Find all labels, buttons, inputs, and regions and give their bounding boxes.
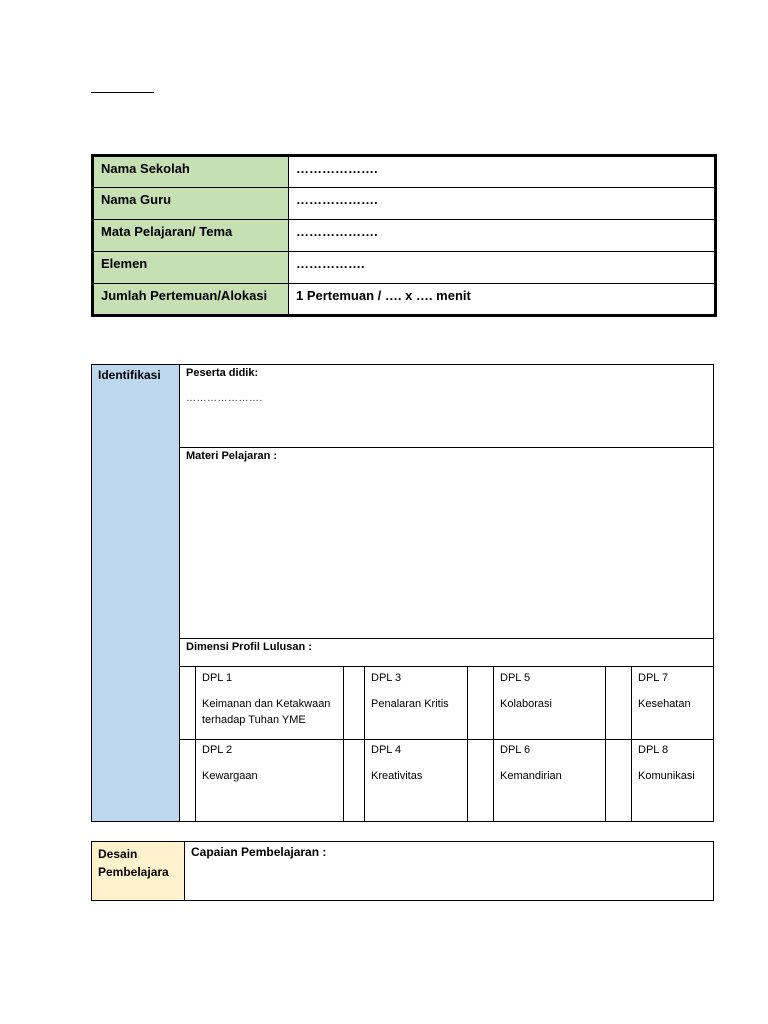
peserta-didik-section[interactable] — [180, 365, 713, 448]
dpl-cell-3 — [364, 667, 467, 739]
dpl-code: DPL 2 — [202, 744, 233, 756]
label-nama-guru: Nama Guru — [93, 188, 289, 220]
peserta-didik-value: …………………. — [186, 393, 263, 404]
dpl-checkbox-2[interactable] — [180, 739, 195, 821]
identifikasi-section — [91, 364, 714, 822]
value-nama-guru[interactable]: ………………. — [289, 188, 716, 220]
dpl-checkbox-5[interactable] — [467, 667, 493, 739]
label-nama-sekolah: Nama Sekolah — [93, 156, 289, 188]
dpl-row — [180, 739, 713, 821]
dpl-checkbox-8[interactable] — [605, 739, 631, 821]
dpl-cell-7 — [631, 667, 713, 739]
dpl-name: Kolaborasi — [500, 698, 552, 710]
table-row — [93, 284, 716, 316]
dimensi-profil-title: Dimensi Profil Lulusan : — [186, 641, 312, 653]
dpl-cell-4 — [364, 739, 467, 821]
dpl-cell-5 — [493, 667, 605, 739]
table-row — [93, 220, 716, 252]
label-jumlah-pertemuan: Jumlah Pertemuan/Alokasi — [93, 284, 289, 316]
value-jumlah-pertemuan[interactable]: 1 Pertemuan / …. x …. menit — [289, 284, 716, 316]
desain-pembelajaran-section — [91, 841, 714, 901]
materi-pelajaran-title: Materi Pelajaran : — [186, 450, 278, 462]
dimensi-profil-section — [180, 639, 713, 667]
identifikasi-label: Identifikasi — [92, 365, 180, 821]
table-row — [93, 252, 716, 284]
dpl-code: DPL 8 — [638, 744, 669, 756]
dpl-name: Komunikasi — [638, 770, 695, 782]
dpl-name: Keimanan dan Ketakwaan terhadap Tuhan YME — [202, 698, 331, 726]
dpl-row — [180, 667, 713, 740]
label-elemen: Elemen — [93, 252, 289, 284]
dpl-checkbox-7[interactable] — [605, 667, 631, 739]
dpl-name: Penalaran Kritis — [371, 698, 449, 710]
value-nama-sekolah[interactable]: ………………. — [289, 156, 716, 188]
dpl-name: Kemandirian — [500, 770, 562, 782]
dpl-name: Kesehatan — [638, 698, 691, 710]
dpl-code: DPL 5 — [500, 672, 531, 684]
label-mata-pelajaran: Mata Pelajaran/ Tema — [93, 220, 289, 252]
dpl-checkbox-6[interactable] — [467, 739, 493, 821]
dpl-code: DPL 1 — [202, 672, 233, 684]
peserta-didik-title: Peserta didik: — [186, 367, 259, 379]
desain-label: Desain Pembelajara — [92, 842, 185, 900]
table-row — [93, 156, 716, 188]
dpl-cell-1 — [195, 667, 343, 739]
dpl-cell-6 — [493, 739, 605, 821]
school-info-table — [91, 154, 717, 317]
dpl-cell-8 — [631, 739, 713, 821]
dpl-checkbox-3[interactable] — [343, 667, 364, 739]
dpl-checkbox-1[interactable] — [180, 667, 195, 739]
table-row — [93, 188, 716, 220]
dpl-grid — [180, 667, 713, 821]
identifikasi-content — [180, 365, 713, 821]
value-mata-pelajaran[interactable]: ………………. — [289, 220, 716, 252]
dpl-cell-2 — [195, 739, 343, 821]
capaian-pembelajaran-title: Capaian Pembelajaran : — [191, 845, 327, 859]
dpl-code: DPL 6 — [500, 744, 531, 756]
dpl-code: DPL 3 — [371, 672, 402, 684]
materi-pelajaran-section[interactable] — [180, 448, 713, 639]
dpl-code: DPL 4 — [371, 744, 402, 756]
dpl-name: Kreativitas — [371, 770, 423, 782]
capaian-pembelajaran-field[interactable] — [185, 842, 713, 900]
dpl-checkbox-4[interactable] — [343, 739, 364, 821]
dpl-name: Kewargaan — [202, 770, 258, 782]
value-elemen[interactable]: ……………. — [289, 252, 716, 284]
top-underline — [91, 92, 154, 93]
dpl-code: DPL 7 — [638, 672, 669, 684]
